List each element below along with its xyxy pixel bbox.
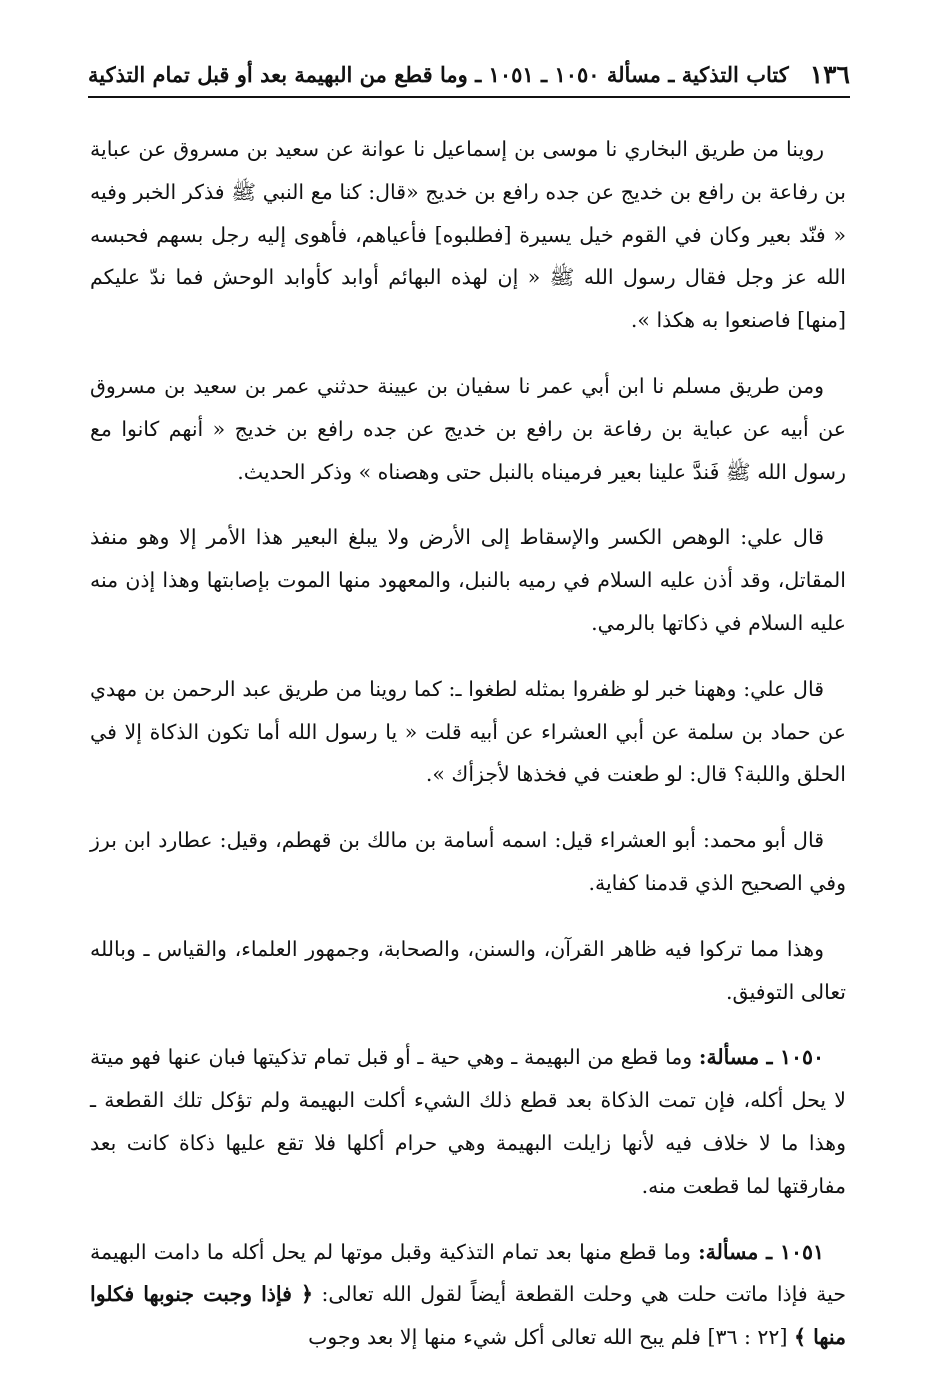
page-header [88,52,850,92]
issue-1050 [90,1036,846,1207]
issue-heading: ١٠٥٠ ـ مسألة: [698,1045,824,1070]
issue-text: وما قطع من البهيمة ـ وهي حية ـ أو قبل تمام تذكيتها فبان عنها فهو ميتة لا يحل أكله، فإن تمت الذكاة بعد قطع ذلك الشيء أكلت البهيمة ولم تؤكل تلك القطعة ـ وهذا ما لا خلاف فيه لأنها زايلت البهيمة وهي حرام أكلها فلا تقع عليها ذكاة كانت بعد مفارقتها لما قطعت منه. [90,1045,846,1198]
issue-text: وما قطع منها بعد تمام التذكية وقبل موتها لم يحل أكله ما دامت البهيمة حية فإذا ماتت حلت هي وحلت القطعة أيضاً لقول الله تعالى: [90,1239,846,1307]
issue-heading: ١٠٥١ ـ مسألة: [698,1239,824,1264]
paragraph: وهذا مما تركوا فيه ظاهر القرآن، والسنن، والصحابة، وجمهور العلماء، والقياس ـ وبالله تعالى التوفيق. [90,936,846,1004]
paragraph: قال علي: الوهص الكسر والإسقاط إلى الأرض ولا يبلغ البعير هذا الأمر إلا وهو منفذ المقاتل، وقد أذن عليه السلام في رميه بالنبل، والمعهود منها الموت بإصابتها وهذا إذن منه عليه السلام في ذكاتها بالرمي. [90,525,846,635]
paragraph: قال علي: وههنا خبر لو ظفروا بمثله لطغوا ـ: كما روينا من طريق عبد الرحمن بن مهدي عن حماد بن سلمة عن أبي العشراء عن أبيه قلت « يا رسول الله أما تكون الذكاة إلا في الحلق واللبة؟ قال: لو طعنت في فخذها لأجزأك ». [90,676,846,787]
running-title: كتاب التذكية ـ مسألة ١٠٥٠ ـ ١٠٥١ ـ وما قطع من البهيمة بعد أو قبل تمام التذكية [88,62,789,87]
page-body [90,128,846,1382]
page-number: ١٣٦ [809,60,850,89]
quran-verse: ﴿ فإذا وجبت جنوبها فكلوا منها ﴾ [90,1282,846,1350]
issue-text-continued: [٢٢ : ٣٦] فلم يبح الله تعالى أكل شيء منها إلا بعد وجوب [308,1325,788,1350]
issue-1051 [90,1231,846,1359]
paragraph: روينا من طريق البخاري نا موسى بن إسماعيل نا عوانة عن سعيد بن مسروق عن عباية بن رفاعة بن رافع بن خديج عن جده رافع بن خديج «قال: كنا مع النبي ﷺ فذكر الخبر وفيه « فنّد بعير وكان في القوم خيل يسيرة [فطلبوه] فأعياهم، فأهوى إليه رجل بسهم فحبسه الله عز وجل فقال رسول الله ﷺ « إن لهذه البهائم أوابد كأوابد الوحش فما ندّ عليكم [منها] فاصنعوا به هكذا ». [90,137,846,333]
paragraph: قال أبو محمد: أبو العشراء قيل: اسمه أسامة بن مالك بن قهطم، وقيل: عطارد ابن برز وفي الصحيح الذي قدمنا كفاية. [90,828,846,895]
header-rule [88,96,850,98]
paragraph: ومن طريق مسلم نا ابن أبي عمر نا سفيان بن عيينة حدثني عمر بن سعيد بن مسروق عن أبيه عن عباية بن رفاعة بن رافع بن خديج عن جده رافع بن خديج « أنهم كانوا مع رسول الله ﷺ فَندَّ علينا بعير فرميناه بالنبل حتى وهصناه » وذكر الحديث. [90,373,846,484]
